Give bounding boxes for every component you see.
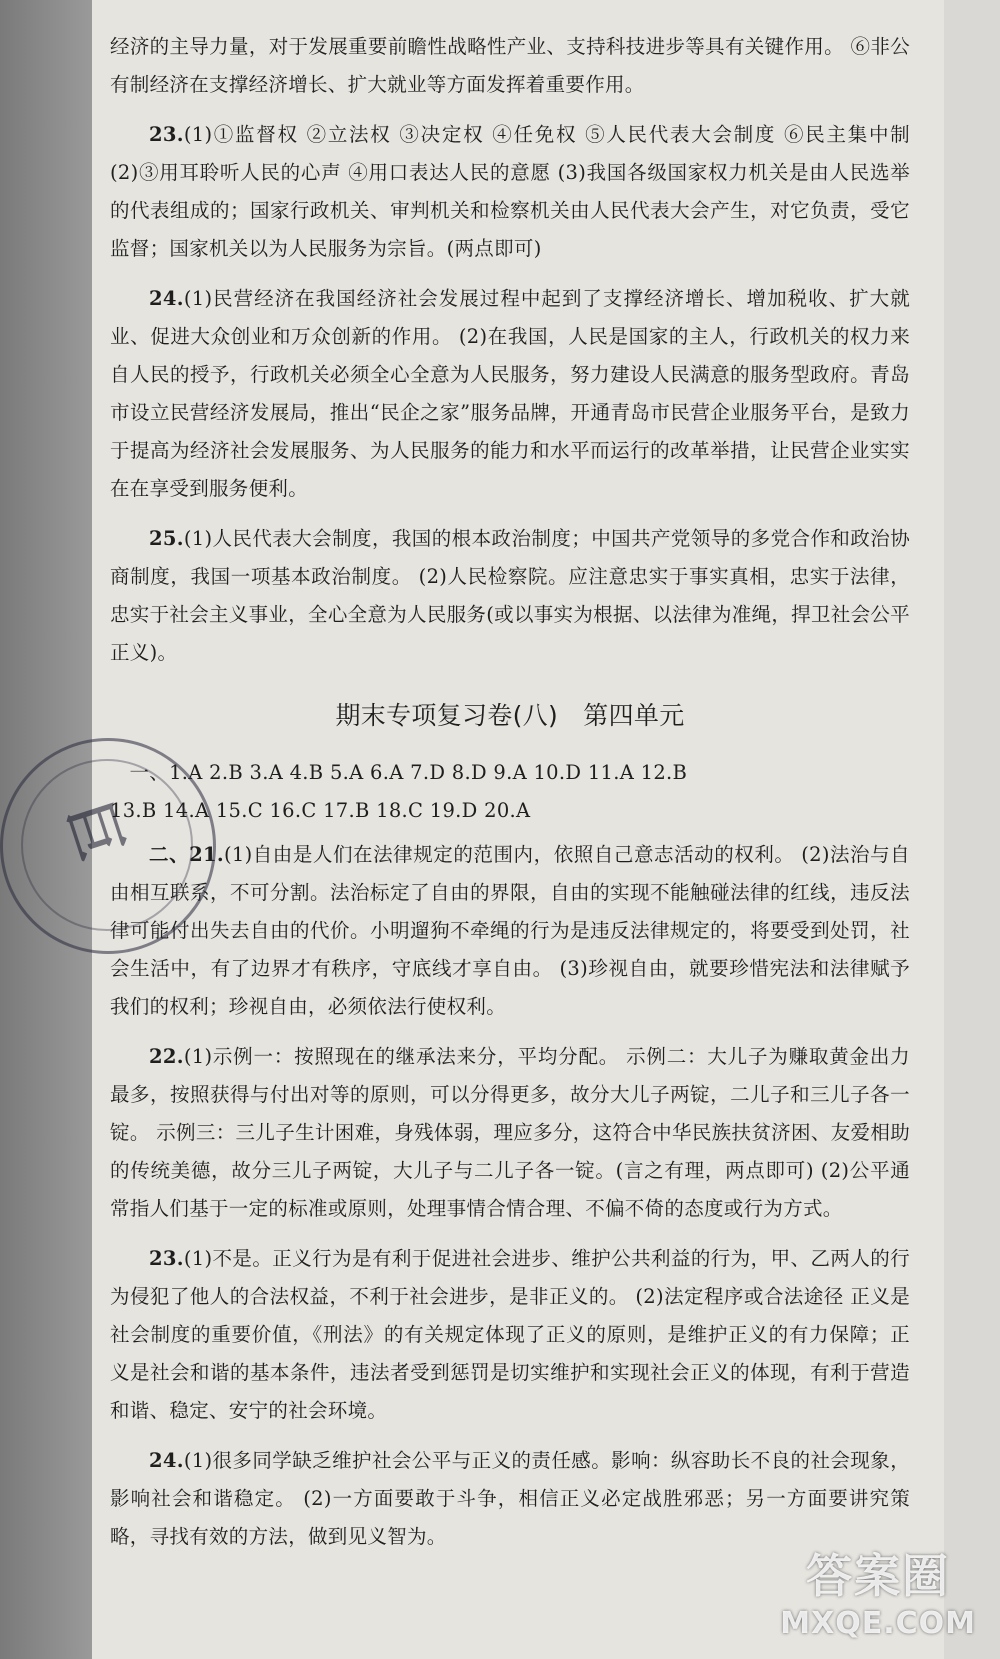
question-number: 22. — [149, 1045, 184, 1068]
watermark-domain: MXQE.COM — [780, 1606, 976, 1641]
answer-content — [110, 28, 910, 1568]
answer-23 — [110, 116, 910, 268]
question-number: 25. — [149, 527, 184, 550]
watermark-logo: 答案圈 — [806, 1549, 951, 1603]
answer-23-b — [110, 1240, 910, 1430]
page-edge-right — [944, 0, 1000, 1659]
site-watermark — [780, 1540, 976, 1641]
answer-24-b — [110, 1442, 910, 1556]
document-page — [92, 0, 944, 1659]
answer-25 — [110, 520, 910, 672]
answer-21 — [110, 836, 910, 1026]
multiple-choice-line-2: 13.B 14.A 15.C 16.C 17.B 18.C 19.D 20.A — [110, 799, 531, 822]
answer-text: (1)人民代表大会制度，我国的根本政治制度；中国共产党领导的多党合作和政治协商制度，我国一项基本政治制度。 (2)人民检察院。应注意忠实于事实真相，忠实于法律，忠实于社会主义事业，全心全意为人民服务(或以事实为根据、以法律为准绳，捍卫社会公平正义)。 — [110, 527, 910, 664]
answer-text: (1)示例一：按照现在的继承法来分，平均分配。 示例二：大儿子为赚取黄金出力最多，按照获得与付出对等的原则，可以分得更多，故分大儿子两锭，二儿子和三儿子各一锭。 示例三：三儿子生计困难，身残体弱，理应多分，这符合中华民族扶贫济困、友爱相助的传统美德，故分三儿子两锭，大儿子与二儿子各一锭。(言之有理，两点即可) (2)公平通常指人们基于一定的标准或原则，处理事情合情合理、不偏不倚的态度或行为方式。 — [110, 1045, 910, 1220]
answer-text: (1)很多同学缺乏维护社会公平与正义的责任感。影响：纵容助长不良的社会现象，影响社会和谐稳定。 (2)一方面要敢于斗争，相信正义必定战胜邪恶；另一方面要讲究策略，寻找有效的方法，做到见义智为。 — [110, 1449, 910, 1548]
answer-text: (1)不是。正义行为是有利于促进社会进步、维护公共利益的行为，甲、乙两人的行为侵犯了他人的合法权益，不利于社会进步，是非正义的。 (2)法定程序或合法途径 正义是社会制度的重要价值，《刑法》的有关规定体现了正义的原则，是维护正义的有力保障；正义是社会和谐的基本条件，违法者受到惩罚是切实维护和实现社会正义的体现，有利于营造和谐、稳定、安宁的社会环境。 — [110, 1247, 910, 1422]
section-title: 期末专项复习卷(八) 第四单元 — [335, 701, 685, 730]
answer-24 — [110, 280, 910, 508]
page-edge-shadow — [0, 0, 92, 1659]
answer-22 — [110, 1038, 910, 1228]
multiple-choice-line-1: 一、1.A 2.B 3.A 4.B 5.A 6.A 7.D 8.D 9.A 10.D 11.A 12.B — [129, 761, 688, 784]
question-number: 二、21. — [149, 843, 224, 866]
answer-text: (1)①监督权 ②立法权 ③决定权 ④任免权 ⑤人民代表大会制度 ⑥民主集中制 (2)③用耳聆听人民的心声 ④用口表达人民的意愿 (3)我国各级国家权力机关是由人民选举的代表组成的；国家行政机关、审判机关和检察机关由人民代表大会产生，对它负责，受它监督；国家机关以为人民服务为宗旨。(两点即可) — [110, 123, 910, 260]
answer-text: (1)民营经济在我国经济社会发展过程中起到了支撑经济增长、增加税收、扩大就业、促进大众创业和万众创新的作用。 (2)在我国，人民是国家的主人，行政机关的权力来自人民的授予，行政机关必须全心全意为人民服务，努力建设人民满意的服务型政府。青岛市设立民营经济发展局，推出“民企之家”服务品牌，开通青岛市民营企业服务平台，是致力于提高为经济社会发展服务、为人民服务的能力和水平而运行的改革举措，让民营企业实实在在享受到服务便利。 — [110, 287, 910, 500]
paragraph-continuation — [110, 28, 910, 104]
question-number: 23. — [149, 1247, 184, 1270]
paragraph-text: 经济的主导力量，对于发展重要前瞻性战略性产业、支持科技进步等具有关键作用。 ⑥非公有制经济在支撑经济增长、扩大就业等方面发挥着重要作用。 — [110, 35, 910, 96]
question-number: 24. — [149, 1449, 184, 1472]
answer-text: (1)自由是人们在法律规定的范围内，依照自己意志活动的权利。 (2)法治与自由相互联系，不可分割。法治标定了自由的界限，自由的实现不能触碰法律的红线，违反法律可能付出失去自由的代价。小明遛狗不牵绳的行为是违反法律规定的，将要受到处罚，社会生活中，有了边界才有秩序，守底线才享自由。 (3)珍视自由，就要珍惜宪法和法律赋予我们的权利；珍视自由，必须依法行使权利。 — [110, 843, 910, 1018]
stamp-mark: 巨 — [53, 794, 134, 868]
question-number: 24. — [149, 287, 184, 310]
question-number: 23. — [149, 123, 184, 146]
